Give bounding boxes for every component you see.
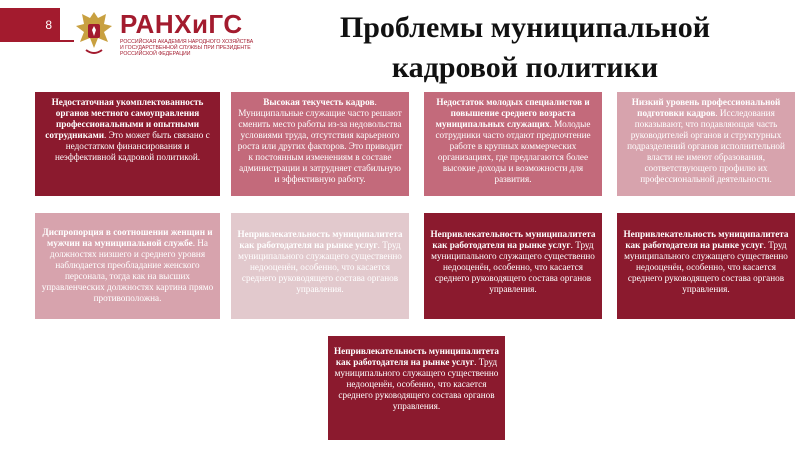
problem-card-training — [617, 92, 795, 196]
card-body: . Труд муниципального служащего существенно недооценён, особенно, что касается среднего руководящего состава органов управления. — [431, 240, 595, 294]
card-heading: Недостаток молодых специалистов и повышение среднего возраста муниципальных служащих — [435, 97, 590, 129]
card-body: . Это может быть связано с недостатком финансирования и неэффективной кадровой политикой. — [54, 130, 210, 162]
card-heading: Высокая текучесть кадров — [263, 97, 375, 107]
logo-wordmark: РАНХиГС — [120, 9, 243, 39]
card-heading: Непривлекательность муниципалитета как работодателя на рынке услуг — [334, 346, 499, 367]
problem-card-young-specialists — [424, 92, 602, 196]
card-body: . Труд муниципального служащего существенно недооценён, особенно, что касается среднего руководящего состава органов управления. — [624, 240, 788, 294]
card-body: . Труд муниципального служащего существенно недооценён, особенно, что касается среднего руководящего состава органов управления. — [238, 240, 402, 294]
eagle-emblem-icon — [72, 8, 116, 58]
card-heading: Непривлекательность муниципалитета как работодателя на рынке услуг — [430, 229, 596, 250]
problem-card-employer-appeal — [231, 213, 409, 319]
card-body: . Исследования показывают, что подавляющая часть руководителей органов и структурных подразделений органов исполнительной власти не имеют образования, соответствующего профилю их профессиональной деятельности. — [627, 108, 785, 184]
problem-card-gender-imbalance — [35, 213, 220, 319]
card-heading: Низкий уровень профессиональной подготовки кадров — [631, 97, 781, 118]
slide-title-line-2: кадровой политики — [391, 51, 659, 84]
slide-number — [0, 8, 60, 42]
problem-card-employer-appeal — [617, 213, 795, 319]
slide-title-line-1: Проблемы муниципальной — [339, 11, 711, 44]
problem-card-understaffing — [35, 92, 220, 196]
problem-card-turnover — [231, 92, 409, 196]
problem-card-employer-appeal — [328, 336, 505, 440]
problem-card-employer-appeal — [424, 213, 602, 319]
card-body: . На должностях низшего и среднего уровня наблюдается преобладание женского персонала, тогда как на высших управленческих должностях картина прямо противоположна. — [41, 238, 214, 303]
slide-number-text: 8 — [45, 18, 52, 32]
card-heading: Непривлекательность муниципалитета как работодателя на рынке услуг — [623, 229, 789, 250]
card-body: . Муниципальные служащие часто решают сменить место работы из-за недовольства условиями труда, отсутствия карьерного роста или других факторов. Это приводит к постоянным изменениям в составе администрации и затрудняет стабильную и эффективную работу. — [237, 97, 403, 184]
card-heading: Непривлекательность муниципалитета как работодателя на рынке услуг — [237, 229, 403, 250]
ranepa-logo — [72, 8, 252, 60]
card-body: . Труд муниципального служащего существенно недооценён, особенно, что касается среднего руководящего состава органов управления. — [334, 357, 499, 411]
card-heading: Недостаточная укомплектованность органов местного самоуправления профессиональными и опытными сотрудниками — [45, 97, 204, 140]
card-body: . Молодые сотрудники часто отдают предпочтение работе в крупных коммерческих организациях, где предлагаются более высокие доходы и возможности для развития. — [435, 119, 591, 184]
card-heading: Диспропорция в соотношении женщин и мужчин на муниципальной службе — [42, 227, 213, 248]
logo-subtitle: РОССИЙСКАЯ АКАДЕМИЯ НАРОДНОГО ХОЗЯЙСТВА И ГОСУДАРСТВЕННОЙ СЛУЖБЫ ПРИ ПРЕЗИДЕНТЕ РОССИЙСКОЙ ФЕДЕРАЦИИ — [120, 39, 254, 57]
slide-title — [285, 8, 765, 88]
